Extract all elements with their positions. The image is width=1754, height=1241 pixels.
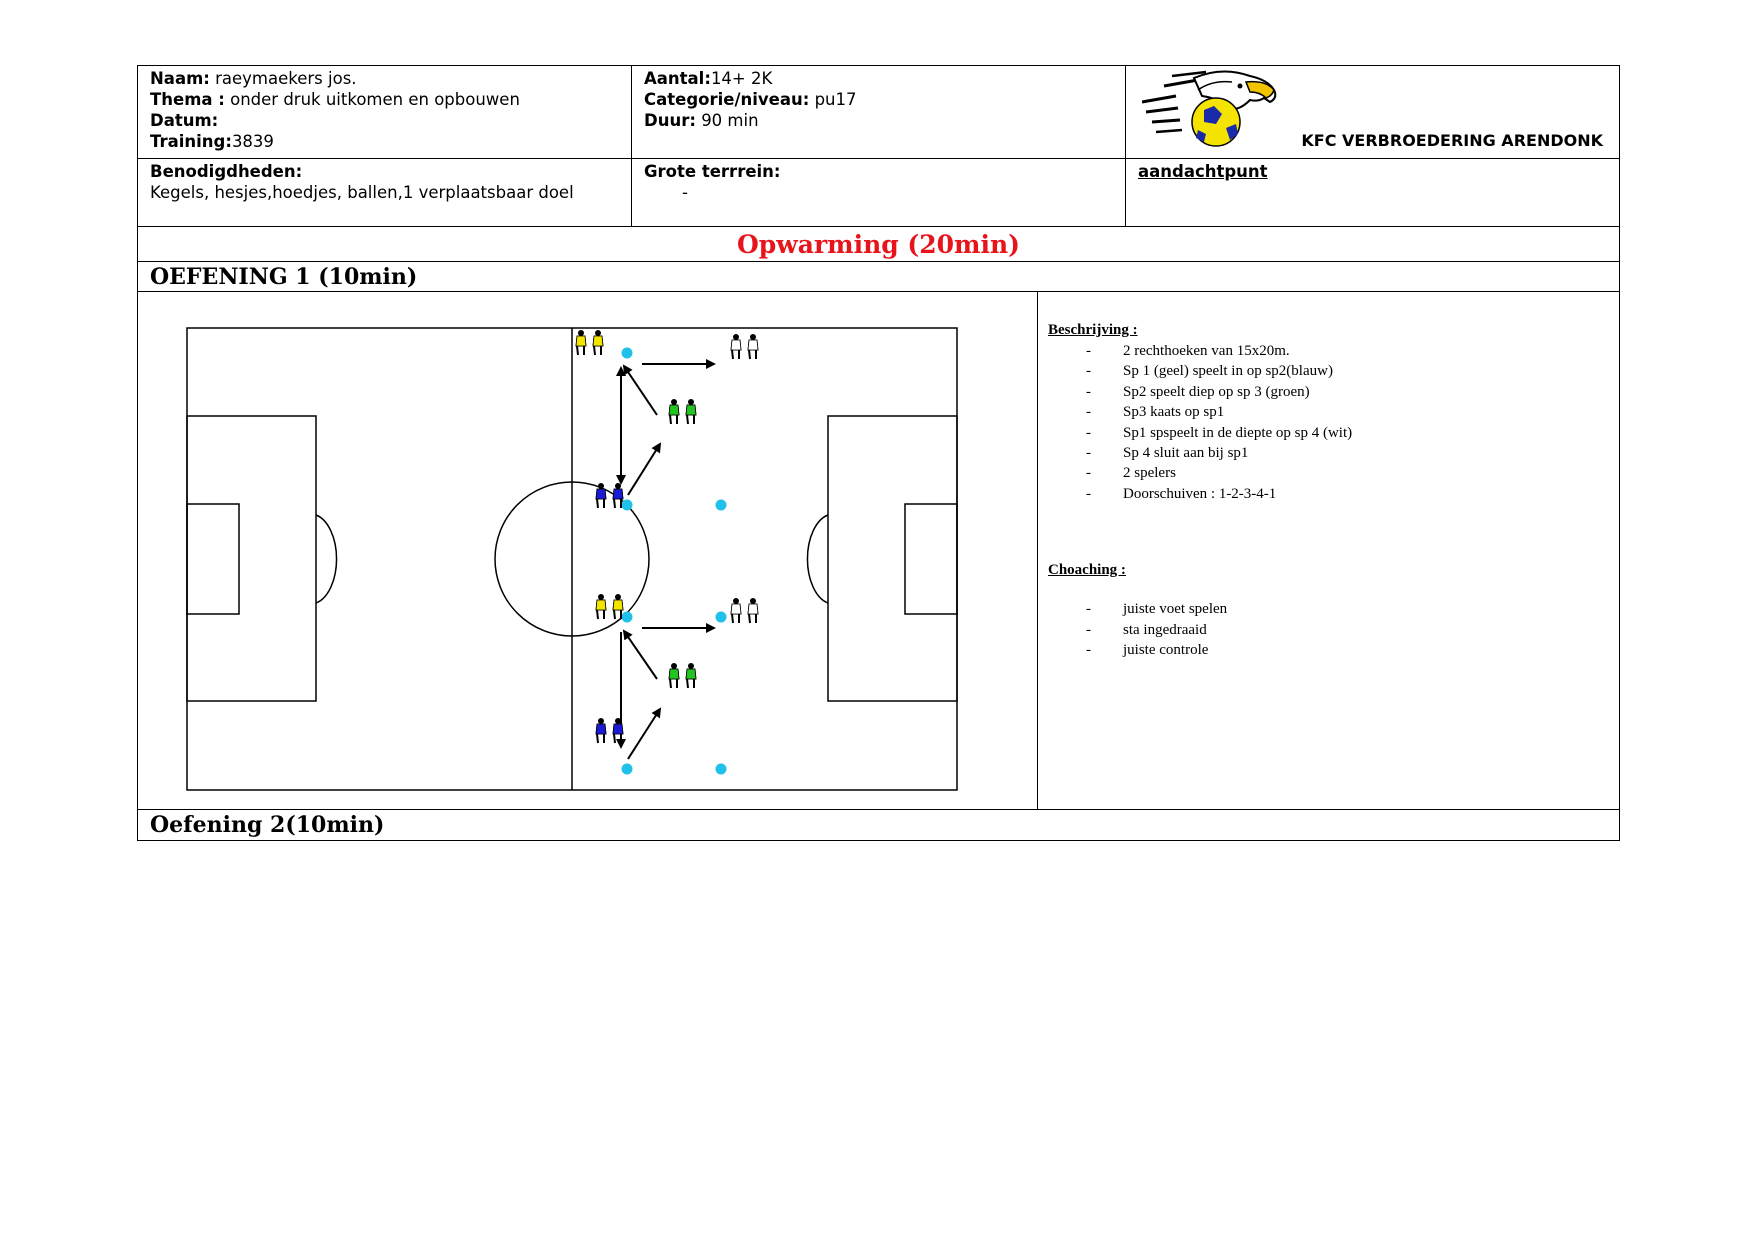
football-pitch-diagram	[138, 292, 1036, 810]
categorie-value: pu17	[814, 90, 857, 109]
datum-label: Datum:	[150, 111, 219, 130]
players-yellow	[576, 330, 623, 619]
materials-row	[138, 159, 1619, 227]
cone	[622, 500, 633, 511]
duur-label: Duur:	[644, 111, 696, 130]
coaching-list	[1048, 599, 1609, 660]
training-sheet	[137, 65, 1620, 841]
list-item: - 2 rechthoeken van 15x20m.	[1048, 341, 1609, 361]
description-label: Beschrijving :	[1048, 322, 1138, 338]
terrain-value: -	[682, 183, 688, 202]
exercise1-description	[1038, 292, 1619, 809]
section-title-row	[138, 227, 1619, 262]
exercise1-body-row	[138, 292, 1619, 810]
cone	[622, 612, 633, 623]
cone	[716, 764, 727, 775]
pass-arrows-bottom	[621, 628, 714, 759]
terrain-label: Grote terrrein:	[644, 162, 781, 181]
cone	[716, 612, 727, 623]
club-cell	[1126, 66, 1619, 158]
terrain-cell	[632, 159, 1126, 226]
materials-label: Benodigdheden:	[150, 162, 303, 181]
list-item: - juiste voet spelen	[1048, 599, 1609, 619]
list-item: - Sp 1 (geel) speelt in op sp2(blauw)	[1048, 361, 1609, 381]
list-item: - sta ingedraaid	[1048, 620, 1609, 640]
trainer-info	[138, 66, 632, 158]
list-item: - Sp3 kaats op sp1	[1048, 402, 1609, 422]
exercise1-title-row	[138, 262, 1619, 292]
attention-label: aandachtpunt	[1138, 162, 1268, 181]
left-penalty-area	[187, 416, 316, 701]
training-value: 3839	[231, 132, 274, 151]
right-penalty-arc	[807, 515, 828, 603]
list-item: - 2 spelers	[1048, 463, 1609, 483]
right-penalty-area	[828, 416, 957, 701]
header-row	[138, 66, 1619, 159]
left-goal-area	[187, 504, 239, 614]
exercise2-title-row	[138, 810, 1619, 840]
duur-value: 90 min	[701, 111, 759, 130]
attention-cell	[1126, 159, 1619, 226]
naam-value: raeymaekers jos.	[215, 69, 357, 88]
coaching-label: Choaching :	[1048, 562, 1126, 579]
session-info	[632, 66, 1126, 158]
materials-cell	[138, 159, 632, 226]
materials-value: Kegels, hesjes,hoedjes, ballen,1 verplaatsbaar doel	[150, 183, 574, 202]
pass-arrows-top	[621, 364, 714, 495]
list-item: - Sp 4 sluit aan bij sp1	[1048, 443, 1609, 463]
thema-value: onder druk uitkomen en opbouwen	[230, 90, 520, 109]
right-goal-area	[905, 504, 957, 614]
list-item: - Sp2 speelt diep op sp 3 (groen)	[1048, 382, 1609, 402]
training-label: Training:	[150, 132, 232, 151]
description-list	[1048, 341, 1609, 504]
aantal-value: 14+ 2K	[710, 69, 773, 88]
players-blue	[596, 483, 623, 743]
club-name: KFC VERBROEDERING ARENDONK	[1301, 131, 1603, 150]
exercise2-title: Oefening 2(10min)	[150, 812, 385, 838]
club-logo-eagle-icon	[1142, 68, 1292, 150]
exercise1-diagram	[138, 292, 1038, 809]
section-title: Opwarming (20min)	[736, 229, 1021, 259]
players-white	[731, 334, 758, 623]
categorie-label: Categorie/niveau:	[644, 90, 810, 109]
list-item: - Doorschuiven : 1-2-3-4-1	[1048, 484, 1609, 504]
aantal-label: Aantal:	[644, 69, 711, 88]
list-item: - Sp1 spspeelt in de diepte op sp 4 (wit)	[1048, 423, 1609, 443]
exercise1-title: OEFENING 1 (10min)	[150, 263, 418, 290]
cone	[716, 500, 727, 511]
players-green	[669, 399, 696, 688]
cone	[622, 348, 633, 359]
left-penalty-arc	[316, 515, 337, 603]
naam-label: Naam:	[150, 69, 210, 88]
cone	[622, 764, 633, 775]
list-item: - juiste controle	[1048, 640, 1609, 660]
thema-label: Thema :	[150, 90, 225, 109]
